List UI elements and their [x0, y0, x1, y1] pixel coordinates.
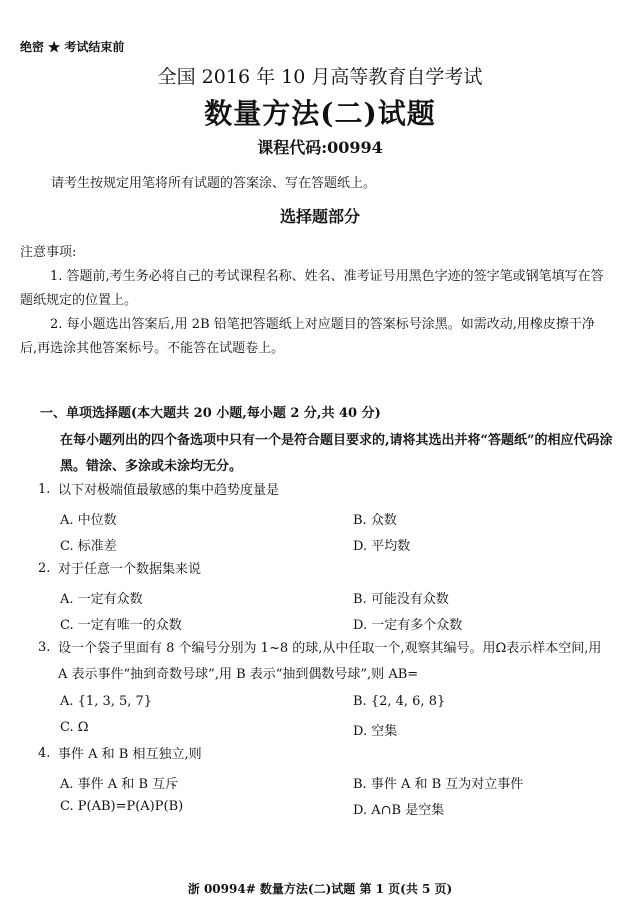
option-a: A. {1, 3, 5, 7}	[60, 694, 153, 709]
question-number: 3.	[38, 640, 51, 655]
exam-title: 全国 2016 年 10 月高等教育自学考试	[157, 66, 483, 88]
question-number: 2.	[38, 561, 51, 576]
option-c: C. P(AB)=P(A)P(B)	[60, 799, 184, 814]
notes-list	[20, 265, 605, 361]
option-b: B. {2, 4, 6, 8}	[353, 694, 446, 709]
notes-heading: 注意事项:	[20, 245, 77, 260]
option-b: B. 众数	[353, 513, 397, 528]
question-text: 设一个袋子里面有 8 个编号分别为 1~8 的球,从中任取一个,观察其编号。用Ω表示样本空间,用 A 表示事件“抽到奇数号球”,用 B 表示“抽到偶数号球”,则 AB=	[58, 641, 602, 682]
general-instruction: 请考生按规定用笔将所有试题的答案涂、写在答题纸上。	[51, 176, 377, 191]
option-d: D. 平均数	[353, 539, 411, 554]
page-footer: 浙 00994# 数量方法(二)试题 第 1 页(共 5 页)	[187, 882, 453, 896]
option-c: C. 一定有唯一的众数	[60, 618, 182, 633]
option-c: C. 标准差	[60, 539, 117, 554]
subject-title: 数量方法(二)试题	[204, 97, 436, 130]
note-item: 2. 每小题选出答案后,用 2B 铅笔把答题纸上对应题目的答案标号涂黑。如需改动,用橡皮擦干净后,再选涂其他答案标号。不能答在试题卷上。	[20, 317, 595, 356]
course-code: 课程代码:00994	[257, 138, 383, 157]
question-text: 以下对极端值最敏感的集中趋势度量是	[58, 483, 280, 498]
confidential-mark: 绝密 ★ 考试结束前	[20, 40, 125, 54]
question-number: 4.	[38, 746, 51, 761]
part-title: 一、单项选择题(本大题共 20 小题,每小题 2 分,共 40 分)	[40, 406, 381, 421]
question-text: 事件 A 和 B 相互独立,则	[58, 747, 202, 762]
question-number: 1.	[38, 482, 51, 497]
option-a: A. 事件 A 和 B 互斥	[60, 777, 179, 792]
option-b: B. 可能没有众数	[353, 592, 449, 607]
option-a: A. 中位数	[60, 513, 117, 528]
option-c: C. Ω	[60, 720, 89, 735]
option-d: D. 空集	[353, 724, 398, 739]
option-b: B. 事件 A 和 B 互为对立事件	[353, 777, 524, 792]
section-title: 选择题部分	[279, 207, 360, 226]
part-description: 在每小题列出的四个备选项中只有一个是符合题目要求的,请将其选出并将“答题纸”的相应代码涂黑。错涂、多涂或未涂均无分。	[60, 433, 613, 474]
note-item: 1. 答题前,考生务必将自己的考试课程名称、姓名、准考证号用黑色字迹的签字笔或钢笔填写在答题纸规定的位置上。	[20, 269, 604, 308]
option-a: A. 一定有众数	[60, 592, 143, 607]
option-d: D. A∩B 是空集	[353, 803, 445, 818]
option-d: D. 一定有多个众数	[353, 618, 463, 633]
question-text: 对于任意一个数据集来说	[58, 562, 202, 577]
